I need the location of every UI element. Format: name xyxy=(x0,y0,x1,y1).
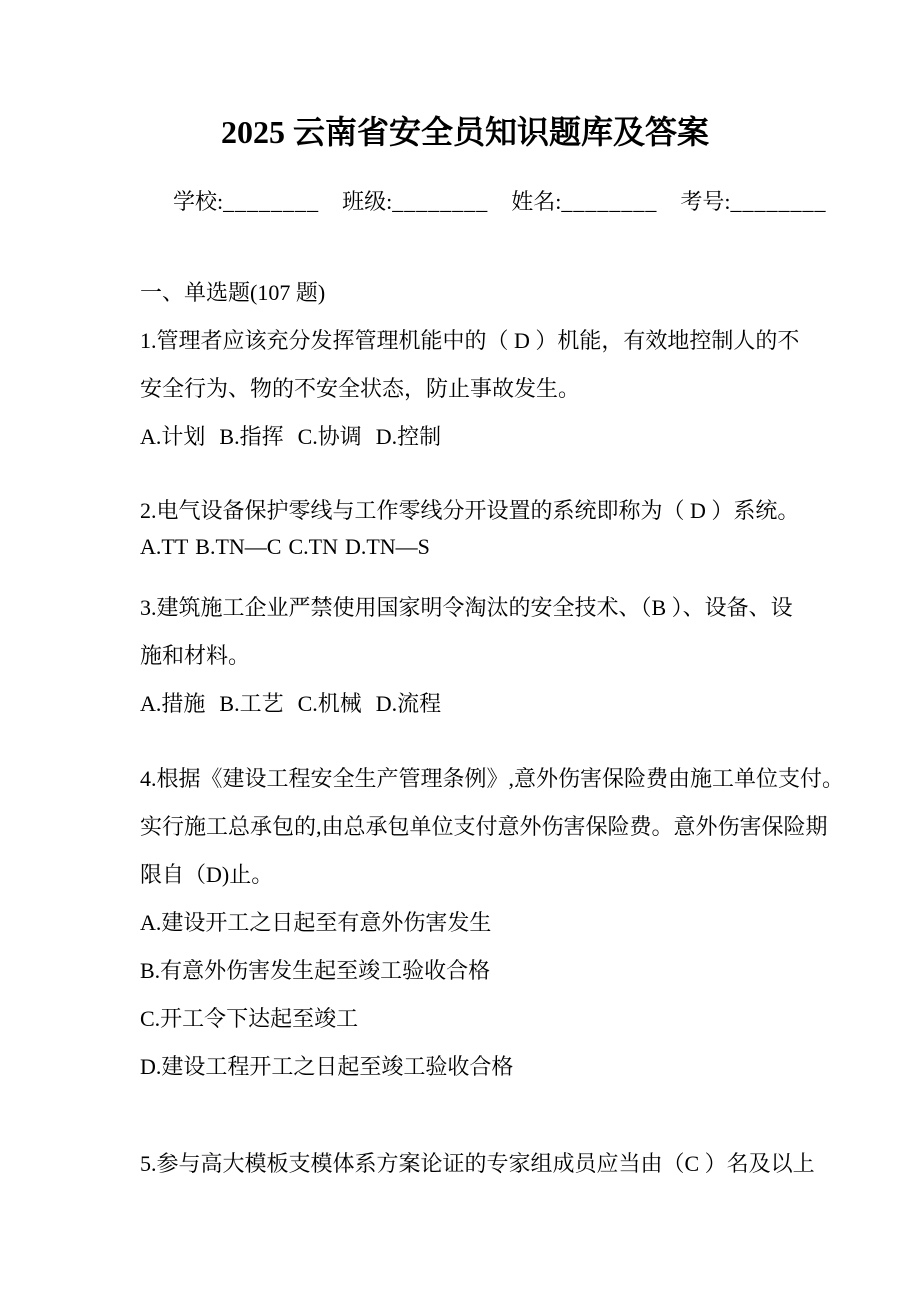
question-3-line-2: 施和材料。 xyxy=(140,643,251,668)
school-label: 学校: xyxy=(173,189,224,214)
question-4-option-d: D.建设工程开工之日起至竣工验收合格 xyxy=(140,1054,514,1079)
question-4-option-b: B.有意外伤害发生起至竣工验收合格 xyxy=(140,958,491,983)
question-4-line-2: 实行施工总承包的,由总承包单位支付意外伤害保险费。意外伤害保险期 xyxy=(140,814,828,839)
school-blank: ________ xyxy=(223,189,320,214)
school-field xyxy=(173,185,319,219)
name-field xyxy=(511,185,657,219)
question-1-option-b: B.指挥 xyxy=(219,424,284,449)
question-4-line-1: 4.根据《建设工程安全生产管理条例》,意外伤害保险费由施工单位支付。 xyxy=(140,766,845,791)
question-2 xyxy=(140,487,800,571)
class-field xyxy=(342,185,488,219)
class-blank: ________ xyxy=(392,189,489,214)
question-4 xyxy=(140,755,845,1091)
question-2-option-a: A.TT xyxy=(140,534,189,559)
question-2-line-1: 2.电气设备保护零线与工作零线分开设置的系统即称为（ D ）系统。 xyxy=(140,498,800,523)
name-label: 姓名: xyxy=(511,189,562,214)
exam-number-field xyxy=(680,185,826,219)
question-1-options xyxy=(140,413,790,461)
question-1-option-c: C.协调 xyxy=(297,424,362,449)
question-2-option-c: C.TN xyxy=(288,534,338,559)
question-1-line-2: 安全行为、物的不安全状态，防止事故发生。 xyxy=(140,376,581,401)
question-3-line-1: 3.建筑施工企业严禁使用国家明令淘汰的安全技术、（B ）、设备、设 xyxy=(140,595,793,620)
question-4-option-a: A.建设开工之日起至有意外伤害发生 xyxy=(140,910,492,935)
question-2-option-b: B.TN—C xyxy=(195,534,282,559)
question-3-option-b: B.工艺 xyxy=(219,691,284,716)
question-4-line-3: 限自（D)止。 xyxy=(140,862,274,887)
question-1 xyxy=(140,317,800,461)
section-heading: 一、单选题(107 题) xyxy=(140,280,326,305)
question-4-option-c: C.开工令下达起至竣工 xyxy=(140,1006,359,1031)
question-1-option-d: D.控制 xyxy=(375,424,442,449)
exam-number-label: 考号: xyxy=(680,189,731,214)
document-title: 2025 云南省安全员知识题库及答案 xyxy=(220,114,709,150)
name-blank: ________ xyxy=(561,189,658,214)
question-3-options xyxy=(140,680,790,728)
class-label: 班级: xyxy=(342,189,393,214)
question-3-option-c: C.机械 xyxy=(297,691,362,716)
question-2-option-d: D.TN—S xyxy=(344,534,430,559)
question-3-option-a: A.措施 xyxy=(140,691,206,716)
question-5 xyxy=(140,1140,815,1188)
question-1-option-a: A.计划 xyxy=(140,424,206,449)
exam-number-blank: ________ xyxy=(730,189,827,214)
question-5-line-1: 5.参与高大模板支模体系方案论证的专家组成员应当由（C ）名及以上 xyxy=(140,1151,815,1176)
student-info-row xyxy=(173,185,827,219)
question-3-option-d: D.流程 xyxy=(375,691,442,716)
question-1-line-1: 1.管理者应该充分发挥管理机能中的（ D ）机能，有效地控制人的不 xyxy=(140,328,800,353)
question-3 xyxy=(140,584,793,728)
